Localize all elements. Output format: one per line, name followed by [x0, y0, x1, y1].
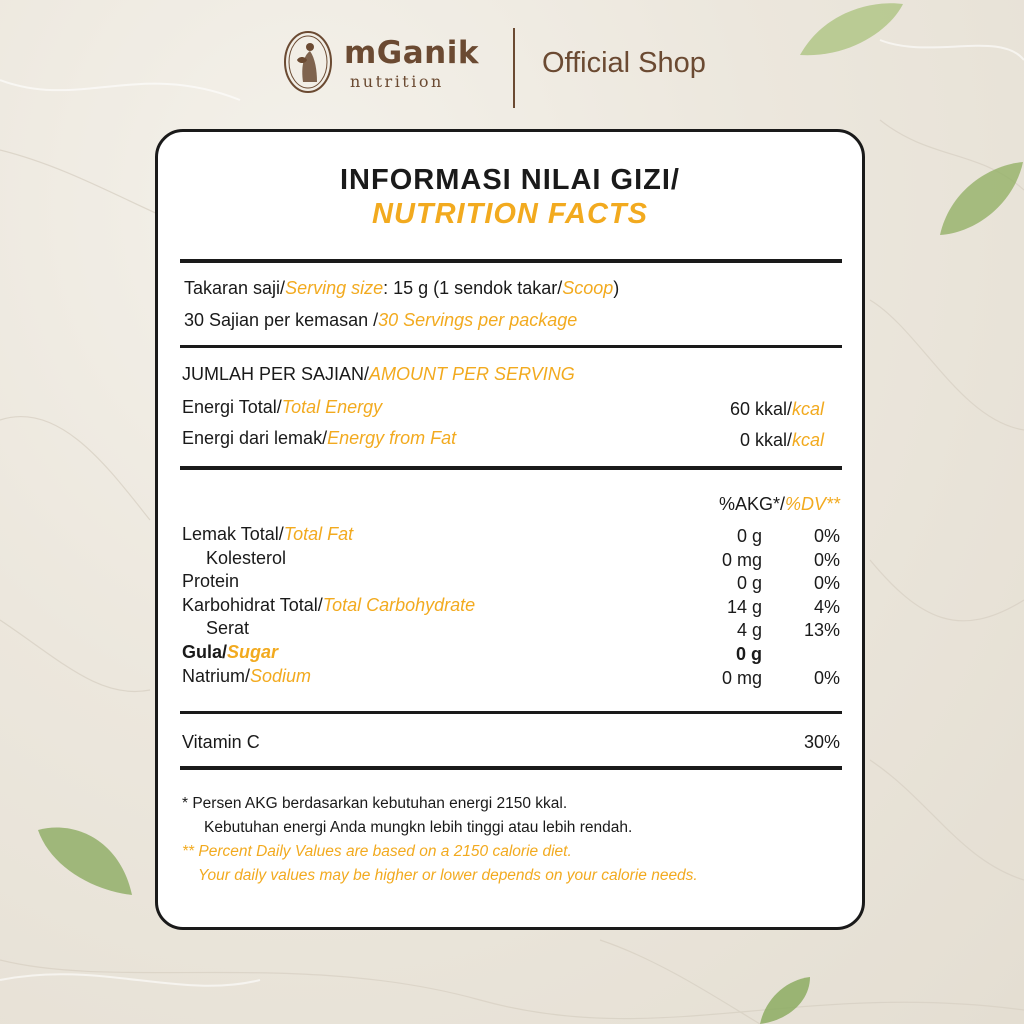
nutrient-name: Natrium/	[182, 665, 251, 686]
nutrient-name-en: Sugar	[227, 642, 279, 662]
nutrient-dv: 13%	[803, 620, 840, 641]
nutrient-amount: 0 g	[736, 573, 762, 594]
title-english: NUTRITION FACTS	[372, 198, 648, 230]
nutrient-dv: 0%	[813, 549, 840, 570]
serving-size-label: Takaran saji/	[184, 278, 286, 298]
nutrient-label	[182, 571, 239, 592]
nutrient-amount: 0 mg	[721, 667, 762, 688]
nutrient-amount: 4 g	[736, 620, 762, 641]
energy-total-unit: kcal	[791, 399, 824, 419]
footnote-akg-cont: Kebutuhan energi Anda mungkn lebih tinggi atau lebih rendah.	[204, 819, 633, 836]
serving-size-value: : 15 g (1 sendok takar/	[383, 278, 563, 298]
nutrient-amount: 0 g	[735, 644, 762, 664]
nutrient-name: Kolesterol	[206, 547, 287, 568]
amount-per-serving-heading	[182, 364, 575, 385]
divider	[180, 345, 842, 348]
official-shop-label: Official Shop	[542, 47, 706, 79]
energy-total-label	[182, 397, 382, 418]
leaf-icon	[35, 820, 135, 900]
footnote-dv-cont: Your daily values may be higher or lower depends on your calorie needs.	[198, 867, 698, 884]
nutrient-dv: 4%	[813, 596, 840, 617]
energy-total-amount: 60 kkal/	[729, 399, 792, 419]
nutrient-name-en: Sodium	[250, 665, 312, 686]
nutrient-label	[206, 618, 249, 639]
header-divider	[513, 28, 515, 108]
nutrient-name: Protein	[182, 571, 240, 592]
energy-total-id: Energi Total/	[182, 397, 282, 417]
serving-size-label-en: Serving size	[285, 278, 384, 298]
brand-header	[0, 22, 1024, 112]
close-paren: )	[613, 278, 620, 298]
thick-divider	[180, 259, 842, 263]
energy-total-value	[730, 399, 824, 420]
leaf-icon	[755, 975, 815, 1024]
nutrient-amount: 14 g	[726, 596, 762, 617]
scoop-label-en: Scoop	[562, 278, 614, 298]
servings-per-package-row	[184, 310, 577, 331]
nutrient-dv: 0%	[813, 573, 840, 594]
nutrient-dv: 0%	[813, 667, 840, 688]
divider	[180, 711, 842, 714]
title-indonesian: INFORMASI NILAI GIZI/	[340, 164, 680, 196]
footnote-akg: * Persen AKG berdasarkan kebutuhan energi 2150 kkal.	[182, 795, 568, 812]
nutrient-label	[206, 548, 286, 569]
nutrient-amount: 0 g	[736, 526, 762, 546]
servings-per-package-label-en: 30 Servings per package	[378, 310, 578, 330]
dv-column-header	[719, 494, 840, 515]
energy-total-en: Total Energy	[281, 397, 383, 417]
vitamin-c-dv: 30%	[803, 732, 840, 752]
nutrient-name: Gula/	[182, 642, 228, 662]
brand-subtitle: nutrition	[350, 72, 444, 91]
energy-fat-id: Energi dari lemak/	[182, 428, 328, 448]
thick-divider	[180, 466, 842, 470]
energy-fat-unit: kcal	[791, 430, 824, 450]
nutrient-label	[182, 666, 311, 687]
leaf-icon	[935, 160, 1024, 240]
servings-per-package-label: 30 Sajian per kemasan /	[184, 310, 379, 330]
nutrient-dv: 0%	[813, 526, 840, 546]
nutrient-amount: 0 mg	[721, 549, 762, 570]
serving-size-row	[184, 278, 619, 299]
nutrition-facts-card	[155, 129, 865, 930]
nutrient-label	[182, 595, 475, 616]
logo-emblem-icon	[283, 30, 333, 94]
dv-header: %DV**	[784, 494, 840, 514]
amount-heading-en: AMOUNT PER SERVING	[369, 364, 575, 384]
nutrient-name: Serat	[206, 618, 250, 639]
nutrient-label	[182, 642, 278, 663]
nutrient-name-en: Total Carbohydrate	[322, 594, 476, 615]
nutrient-name: Karbohidrat Total/	[182, 594, 323, 615]
energy-fat-en: Energy from Fat	[327, 428, 457, 448]
energy-fat-value	[740, 430, 824, 451]
amount-heading-id: JUMLAH PER SAJIAN/	[182, 364, 370, 384]
nutrient-name-en: Total Fat	[283, 524, 354, 544]
thick-divider	[180, 766, 842, 770]
nutrient-name: Lemak Total/	[182, 524, 284, 544]
brand-name: mGanik	[344, 35, 479, 71]
energy-fat-label	[182, 428, 456, 449]
vitamin-c-label: Vitamin C	[182, 732, 260, 752]
akg-header: %AKG*/	[718, 494, 785, 514]
nutrient-label	[182, 524, 353, 545]
energy-fat-amount: 0 kkal/	[739, 430, 792, 450]
footnote-dv: ** Percent Daily Values are based on a 2150 calorie diet.	[182, 843, 572, 860]
